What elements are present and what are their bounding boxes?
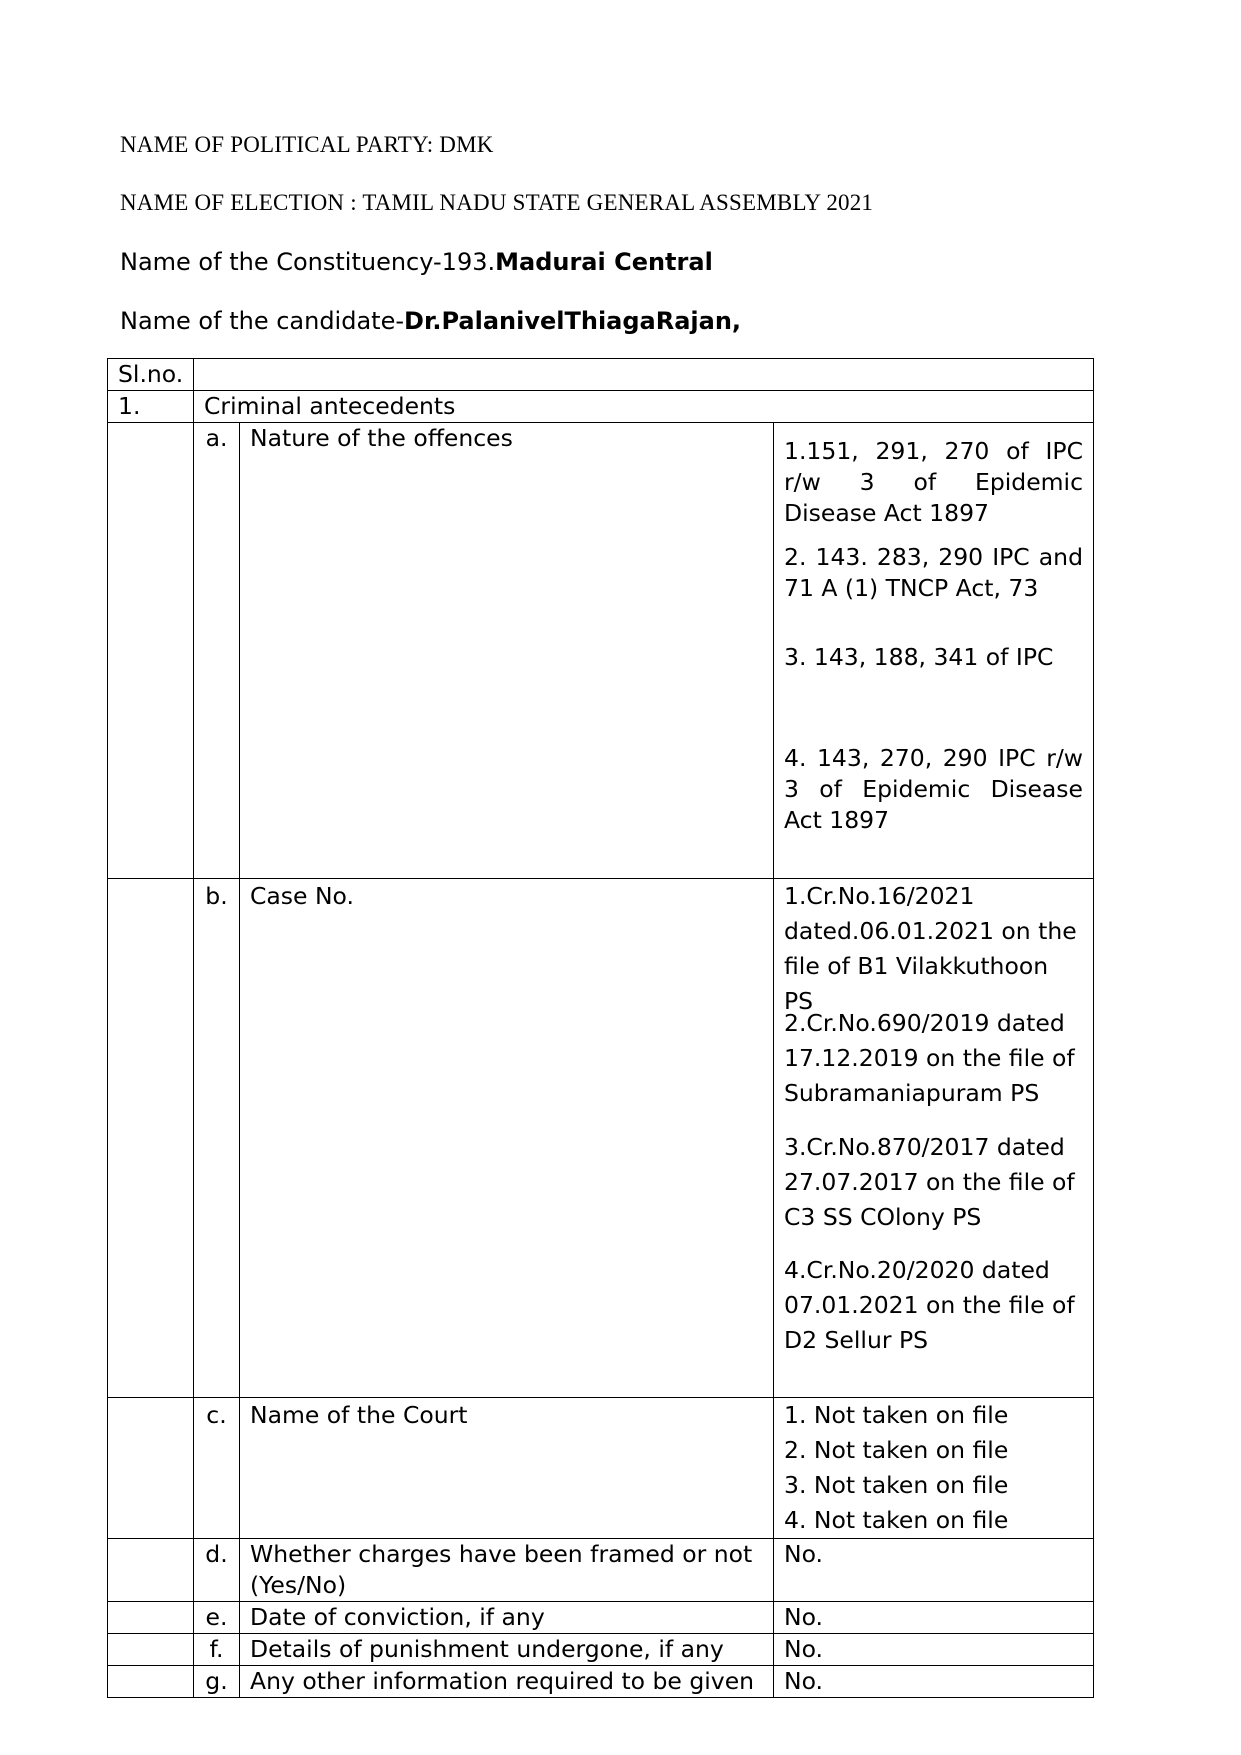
row-value-cell [774, 1398, 1094, 1539]
slno-header: Sl.no. [108, 359, 194, 391]
row-value-cell [774, 423, 1094, 879]
row-label: Whether charges have been framed or not (Yes/No) [240, 1539, 774, 1602]
court-entry: 4. Not taken on file [784, 1506, 1009, 1534]
blank-cell [108, 423, 194, 879]
row-letter: d. [194, 1539, 240, 1602]
candidate-name: Dr.PalanivelThiagaRajan, [404, 307, 742, 335]
blank-cell [108, 1398, 194, 1539]
blank-cell [108, 879, 194, 1398]
row-letter: f. [194, 1634, 240, 1666]
table-header-row [108, 359, 1094, 391]
election-name-line: NAME OF ELECTION : TAMIL NADU STATE GENERAL ASSEMBLY 2021 [120, 190, 874, 215]
row-label: Details of punishment undergone, if any [240, 1634, 774, 1666]
blank-cell [108, 1666, 194, 1698]
row-label: Case No. [240, 879, 774, 1398]
section-title: Criminal antecedents [194, 391, 1094, 423]
row-label: Any other information required to be given [240, 1666, 774, 1698]
blank-cell [108, 1539, 194, 1602]
blank-cell [108, 1602, 194, 1634]
table-row [108, 1539, 1094, 1602]
table-row [108, 1398, 1094, 1539]
row-value: No. [774, 1602, 1094, 1634]
offence-entry: 2. 143. 283, 290 IPC and 71 A (1) TNCP Act, 73 [784, 543, 1083, 602]
court-entry: 2. Not taken on file [784, 1436, 1009, 1464]
row-label: Date of conviction, if any [240, 1602, 774, 1634]
row-letter: a. [194, 423, 240, 879]
row-value: No. [774, 1666, 1094, 1698]
case-entry: 1.Cr.No.16/2021 dated.06.01.2021 on the file of B1 Vilakkuthoon PS [784, 882, 1077, 1015]
row-value-cell [774, 879, 1094, 1398]
section-row [108, 391, 1094, 423]
row-value: No. [774, 1634, 1094, 1666]
table-row [108, 423, 1094, 879]
row-value: No. [774, 1539, 1094, 1602]
case-entry: 4.Cr.No.20/2020 dated 07.01.2021 on the file of D2 Sellur PS [784, 1256, 1075, 1354]
constituency-label: Name of the Constituency-193. [120, 248, 496, 276]
table-row [108, 879, 1094, 1398]
blank-cell [108, 1634, 194, 1666]
constituency-line [120, 248, 713, 276]
offence-entry: 4. 143, 270, 290 IPC r/w 3 of Epidemic Disease Act 1897 [784, 744, 1083, 834]
row-label: Name of the Court [240, 1398, 774, 1539]
row-letter: g. [194, 1666, 240, 1698]
table-row [108, 1666, 1094, 1698]
candidate-label: Name of the candidate- [120, 307, 405, 335]
candidate-line [120, 307, 741, 335]
offence-entry: 3. 143, 188, 341 of IPC [784, 643, 1054, 671]
table-row [108, 1634, 1094, 1666]
court-entry: 1. Not taken on file [784, 1401, 1009, 1429]
case-entry: 3.Cr.No.870/2017 dated 27.07.2017 on the file of C3 SS COlony PS [784, 1133, 1075, 1231]
row-letter: c. [194, 1398, 240, 1539]
section-number: 1. [108, 391, 194, 423]
row-label: Nature of the offences [240, 423, 774, 879]
party-name-line: NAME OF POLITICAL PARTY: DMK [120, 132, 494, 157]
criminal-antecedents-table [107, 358, 1094, 1698]
case-entry: 2.Cr.No.690/2019 dated 17.12.2019 on the file of Subramaniapuram PS [784, 1009, 1075, 1107]
header-blank-cell [194, 359, 1094, 391]
court-entry: 3. Not taken on file [784, 1471, 1009, 1499]
constituency-name: Madurai Central [495, 248, 713, 276]
row-letter: e. [194, 1602, 240, 1634]
offence-entry: 1.151, 291, 270 of IPC r/w 3 of Epidemic Disease Act 1897 [784, 437, 1083, 527]
row-letter: b. [194, 879, 240, 1398]
table-row [108, 1602, 1094, 1634]
